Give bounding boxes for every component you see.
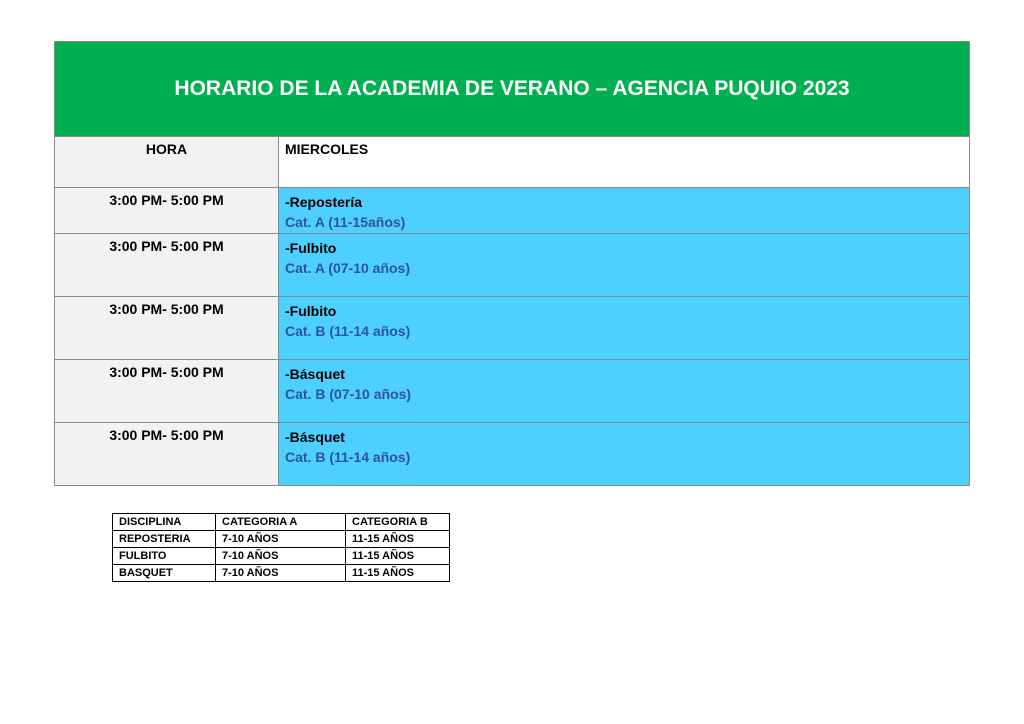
title-row <box>55 42 970 137</box>
schedule-table <box>54 41 970 486</box>
activity-cell <box>279 297 970 360</box>
header-disciplina: DISCIPLINA <box>113 514 216 531</box>
time-cell: 3:00 PM- 5:00 PM <box>55 360 279 423</box>
activity-cell <box>279 360 970 423</box>
activity-name: -Repostería <box>285 194 363 210</box>
categories-row <box>113 565 450 582</box>
activity-cell <box>279 423 970 486</box>
schedule-row <box>55 360 970 423</box>
time-cell: 3:00 PM- 5:00 PM <box>55 234 279 297</box>
header-day: MIERCOLES <box>279 137 970 188</box>
category-b-cell: 11-15 AÑOS <box>346 548 450 565</box>
activity-cell <box>279 188 970 234</box>
categories-table <box>112 513 450 582</box>
time-cell: 3:00 PM- 5:00 PM <box>55 188 279 234</box>
categories-row <box>113 548 450 565</box>
category-a-cell: 7-10 AÑOS <box>216 531 346 548</box>
discipline-cell: BASQUET <box>113 565 216 582</box>
discipline-cell: FULBITO <box>113 548 216 565</box>
categories-header-row <box>113 514 450 531</box>
schedule-row <box>55 188 970 234</box>
activity-name: -Básquet <box>285 366 345 382</box>
discipline-cell: REPOSTERIA <box>113 531 216 548</box>
time-cell: 3:00 PM- 5:00 PM <box>55 423 279 486</box>
activity-category: Cat. B (11-14 años) <box>285 449 411 465</box>
category-b-cell: 11-15 AÑOS <box>346 531 450 548</box>
activity-category: Cat. A (11-15años) <box>285 214 406 230</box>
activity-cell <box>279 234 970 297</box>
header-hora: HORA <box>55 137 279 188</box>
category-a-cell: 7-10 AÑOS <box>216 548 346 565</box>
activity-name: -Básquet <box>285 429 345 445</box>
activity-category: Cat. B (07-10 años) <box>285 386 412 402</box>
schedule-row <box>55 234 970 297</box>
schedule-row <box>55 423 970 486</box>
activity-category: Cat. B (11-14 años) <box>285 323 411 339</box>
categories-row <box>113 531 450 548</box>
header-categoria-a: CATEGORIA A <box>216 514 346 531</box>
schedule-title: HORARIO DE LA ACADEMIA DE VERANO – AGENCIA PUQUIO 2023 <box>55 42 970 137</box>
activity-category: Cat. A (07-10 años) <box>285 260 410 276</box>
category-b-cell: 11-15 AÑOS <box>346 565 450 582</box>
activity-name: -Fulbito <box>285 303 337 319</box>
schedule-row <box>55 297 970 360</box>
category-a-cell: 7-10 AÑOS <box>216 565 346 582</box>
time-cell: 3:00 PM- 5:00 PM <box>55 297 279 360</box>
header-row <box>55 137 970 188</box>
activity-name: -Fulbito <box>285 240 337 256</box>
header-categoria-b: CATEGORIA B <box>346 514 450 531</box>
